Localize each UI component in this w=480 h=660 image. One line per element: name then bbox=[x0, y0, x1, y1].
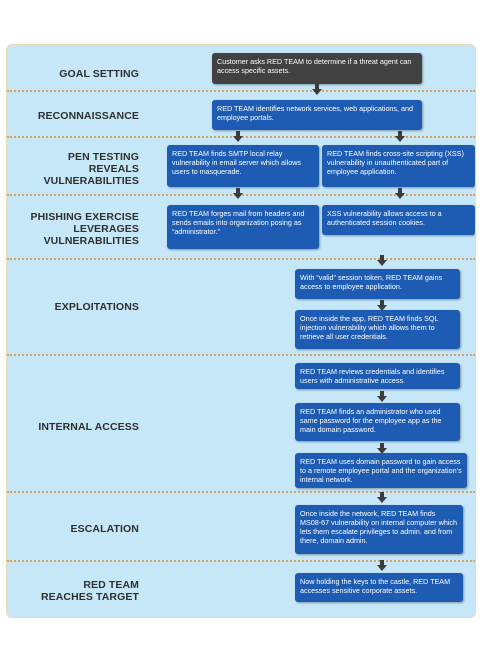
step-box-session-cookies: XSS vulnerability allows access to a authenticated session cookies. bbox=[322, 205, 475, 235]
stage-label-goal-setting: GOAL SETTING bbox=[59, 68, 139, 80]
stage-divider bbox=[7, 90, 475, 92]
stage-label-internal-access: INTERNAL ACCESS bbox=[38, 421, 139, 433]
arrow-down-icon bbox=[233, 131, 243, 143]
step-box-ms08-67: Once inside the network, RED TEAM finds MS08-67 vulnerability on internal computer which lets them escalate privileges to admin. and from there, domain admin. bbox=[295, 505, 463, 554]
stage-label-escalation: ESCALATION bbox=[70, 523, 139, 535]
step-box-smtp-relay: RED TEAM finds SMTP local relay vulnerability in email server which allows users to masquerade. bbox=[167, 145, 319, 187]
step-box-session-token: With “valid” session token, RED TEAM gains access to employee application. bbox=[295, 269, 460, 299]
stage-divider bbox=[7, 258, 475, 260]
step-box-goal: Customer asks RED TEAM to determine if a threat agent can access specific assets. bbox=[212, 53, 422, 84]
step-box-xss-found: RED TEAM finds cross-site scripting (XSS) vulnerability in unauthenticated part of employee application. bbox=[322, 145, 475, 187]
arrow-down-icon bbox=[233, 188, 243, 200]
stage-label-reaches-target: RED TEAM REACHES TARGET bbox=[40, 579, 139, 603]
step-box-sql-injection: Once inside the app, RED TEAM finds SQL injection vulnerability which allows them to retrieve all user credentials. bbox=[295, 310, 460, 349]
step-box-keys-to-castle: Now holding the keys to the castle, RED TEAM accesses sensitive corporate assets. bbox=[295, 573, 463, 602]
step-box-reconnaissance: RED TEAM identifies network services, web applications, and employee portals. bbox=[212, 100, 422, 130]
step-box-forged-mail: RED TEAM forges mail from headers and sends emails into organization posing as “administrator.” bbox=[167, 205, 319, 249]
stage-label-phishing: PHISHING EXERCISE LEVERAGES VULNERABILITIES bbox=[30, 211, 139, 247]
step-box-review-credentials: RED TEAM reviews credentials and identifies users with administrative access. bbox=[295, 363, 460, 389]
stage-divider bbox=[7, 491, 475, 493]
arrow-down-icon bbox=[377, 492, 387, 504]
step-box-reused-password: RED TEAM finds an administrator who used same password for the employee app as the main domain password. bbox=[295, 403, 460, 441]
arrow-down-icon bbox=[395, 188, 405, 200]
step-box-domain-access: RED TEAM uses domain password to gain access to a remote employee portal and the organization’s internal network. bbox=[295, 453, 467, 488]
flow-panel bbox=[6, 44, 476, 618]
stage-label-exploitations: EXPLOITATIONS bbox=[54, 301, 139, 313]
arrow-down-icon bbox=[395, 131, 405, 143]
arrow-down-icon bbox=[312, 84, 322, 96]
stage-divider bbox=[7, 354, 475, 356]
arrow-down-icon bbox=[377, 560, 387, 572]
arrow-down-icon bbox=[377, 255, 387, 267]
arrow-down-icon bbox=[377, 391, 387, 403]
stage-divider bbox=[7, 560, 475, 562]
stage-label-pen-testing: PEN TESTING REVEALS VULNERABILITIES bbox=[43, 151, 139, 187]
stage-label-reconnaissance: RECONNAISSANCE bbox=[37, 110, 139, 122]
